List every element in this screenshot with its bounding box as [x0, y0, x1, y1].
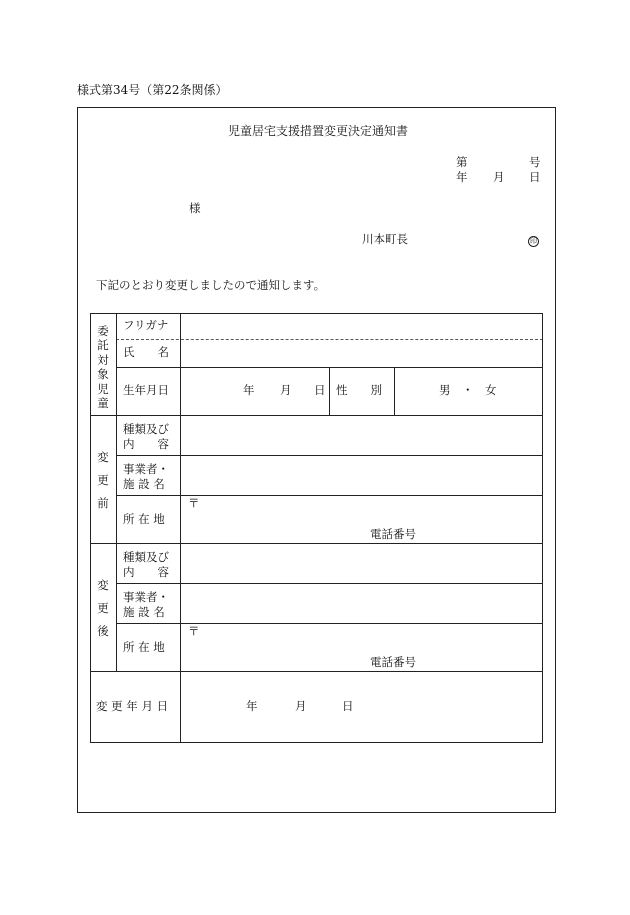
notice-text: 下記のとおり変更しましたので通知します。 [96, 278, 326, 292]
change-year-unit: 年 [246, 699, 258, 713]
after-section-divider [90, 671, 543, 672]
before-postal-mark: 〒 [188, 496, 200, 510]
before-address-label: 所 在 地 [123, 512, 165, 526]
change-month-unit: 月 [295, 699, 307, 713]
form-number: 様式第34号（第22条関係） [77, 83, 228, 97]
before-type-label-1: 種類及び [123, 422, 169, 436]
after-change-label: 変更後 [97, 578, 109, 638]
field-label-column-border [180, 313, 181, 742]
before-phone-label: 電話番号 [370, 527, 416, 541]
after-type-label-2: 内 容 [123, 565, 169, 579]
table-bottom-border [90, 742, 543, 743]
date-day: 日 [529, 170, 541, 184]
sex-options: 男 ・ 女 [439, 383, 497, 397]
birth-day-unit: 日 [314, 383, 326, 397]
birth-year-unit: 年 [243, 383, 255, 397]
birth-month-unit: 月 [280, 383, 292, 397]
birthdate-label: 生年月日 [123, 383, 169, 397]
subject-section-divider [90, 415, 543, 416]
number-suffix: 号 [529, 155, 541, 169]
seal-mark [528, 234, 539, 247]
sex-value-divider [394, 367, 395, 415]
date-month: 月 [493, 170, 505, 184]
after-postal-mark: 〒 [188, 624, 200, 638]
after-provider-label-2: 施 設 名 [123, 605, 165, 619]
document-title: 児童居宅支援措置変更決定通知書 [228, 124, 409, 138]
before-section-divider [90, 543, 543, 544]
table-right-border [542, 313, 543, 742]
before-provider-label-1: 事業者・ [123, 462, 169, 476]
before-provider-label-2: 施 設 名 [123, 477, 165, 491]
table-left-border [90, 313, 91, 742]
name-label: 氏 名 [123, 345, 169, 359]
furigana-label: フリガナ [123, 318, 169, 332]
date-year: 年 [456, 170, 468, 184]
number-prefix: 第 [456, 155, 468, 169]
subject-child-label: 委託対象児童 [97, 324, 109, 410]
before-change-label: 変更前 [97, 450, 109, 510]
addressee-honorific: 様 [189, 201, 201, 215]
issuer-name: 川本町長 [362, 232, 408, 246]
after-provider-label-1: 事業者・ [123, 590, 169, 604]
table-top-border [90, 313, 543, 314]
birth-sex-divider [329, 367, 330, 415]
after-type-label-1: 種類及び [123, 550, 169, 564]
change-date-label: 変 更 年 月 日 [96, 699, 169, 713]
after-address-label: 所 在 地 [123, 640, 165, 654]
group-label-column-border [116, 313, 117, 671]
sex-label: 性 別 [336, 383, 382, 397]
before-type-label-2: 内 容 [123, 437, 169, 451]
change-day-unit: 日 [342, 699, 354, 713]
seal-icon: 印 [530, 237, 537, 245]
after-phone-label: 電話番号 [370, 655, 416, 669]
